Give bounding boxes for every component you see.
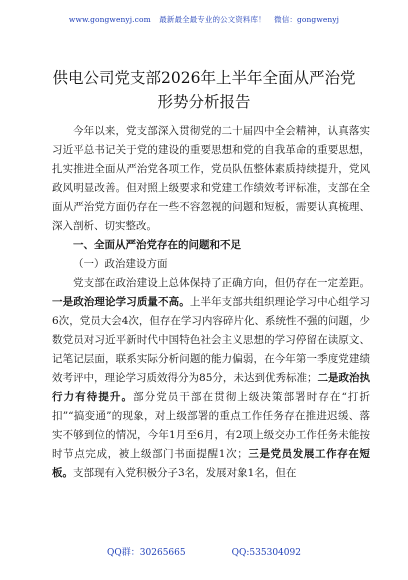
site-url[interactable]: www.gongwenyj.com xyxy=(68,15,151,24)
paragraph-text: 党支部在政治建设上总体保持了正确方向，但仍存在一定差距。 xyxy=(73,277,370,289)
bold-point-2: 二是政治执行力有待提升。 xyxy=(52,372,370,403)
bold-point-1: 一是政治理论学习质量不高。 xyxy=(52,296,190,308)
paragraph-text: 部分党员干部在贯彻上级决策部署时存在“打折扣”“搞变通”的现象，对上级部署的重点工作任务存在推进迟缓、落实不够到位的情况，今年1月至6月，有2项上级交办工作任务未能按时节点完成，被上级部门书面提醒1次； xyxy=(52,391,371,460)
bold-point-3: 三是党员发展工作存在短板。 xyxy=(52,448,371,479)
page-header xyxy=(0,14,408,25)
section-heading: 一、全面从严治党存在的问题和不足 xyxy=(73,239,241,251)
qq-group: QQ群：30265665 xyxy=(107,548,186,558)
paragraph-text: 支部现有入党积极分子3名，发展对象1名，但在 xyxy=(73,467,297,479)
subsection-heading: （一）政治建设方面 xyxy=(73,258,168,270)
document-title xyxy=(40,66,368,114)
paragraph-text: 上半年支部共组织理论学习中心组学习6次，党员大会4次，但存在学习内容碎片化、系统性不强的问题，少数党员对习近平新时代中国特色社会主义思想的学习停留在读原文、记笔记层面，联系实际分析问题的能力偏弱，在今年第一季度党建绩效考评中，理论学习质效得分为85分，未达到优秀标准； xyxy=(52,296,371,384)
title-line-1: 供电公司党支部2026年上半年全面从严治党 xyxy=(52,69,356,87)
page-footer xyxy=(0,545,408,558)
intro-paragraph: 今年以来，党支部深入贯彻党的二十届四中全会精神，认真落实习近平总书记关于党的建设的重要思想和党的自我革命的重要思想，扎实推进全面从严治党各项工作，党员队伍整体素质持续提升，党风政风明显改善。但对照上级要求和党建工作绩效考评标准，支部在全面从严治党方面仍存在一些不容忽视的问题和短板，需要认真梳理、深入剖析、切实整改。 xyxy=(52,125,370,232)
wechat-id: 微信：gongwenyj xyxy=(274,15,340,24)
title-line-2: 形势分析报告 xyxy=(157,93,251,111)
document-body xyxy=(52,122,370,483)
political-building-paragraph xyxy=(52,274,370,483)
qq-contact: QQ:535304092 xyxy=(231,548,301,558)
header-slogan: 最新最全最专业的公文资料库！ xyxy=(159,15,266,24)
